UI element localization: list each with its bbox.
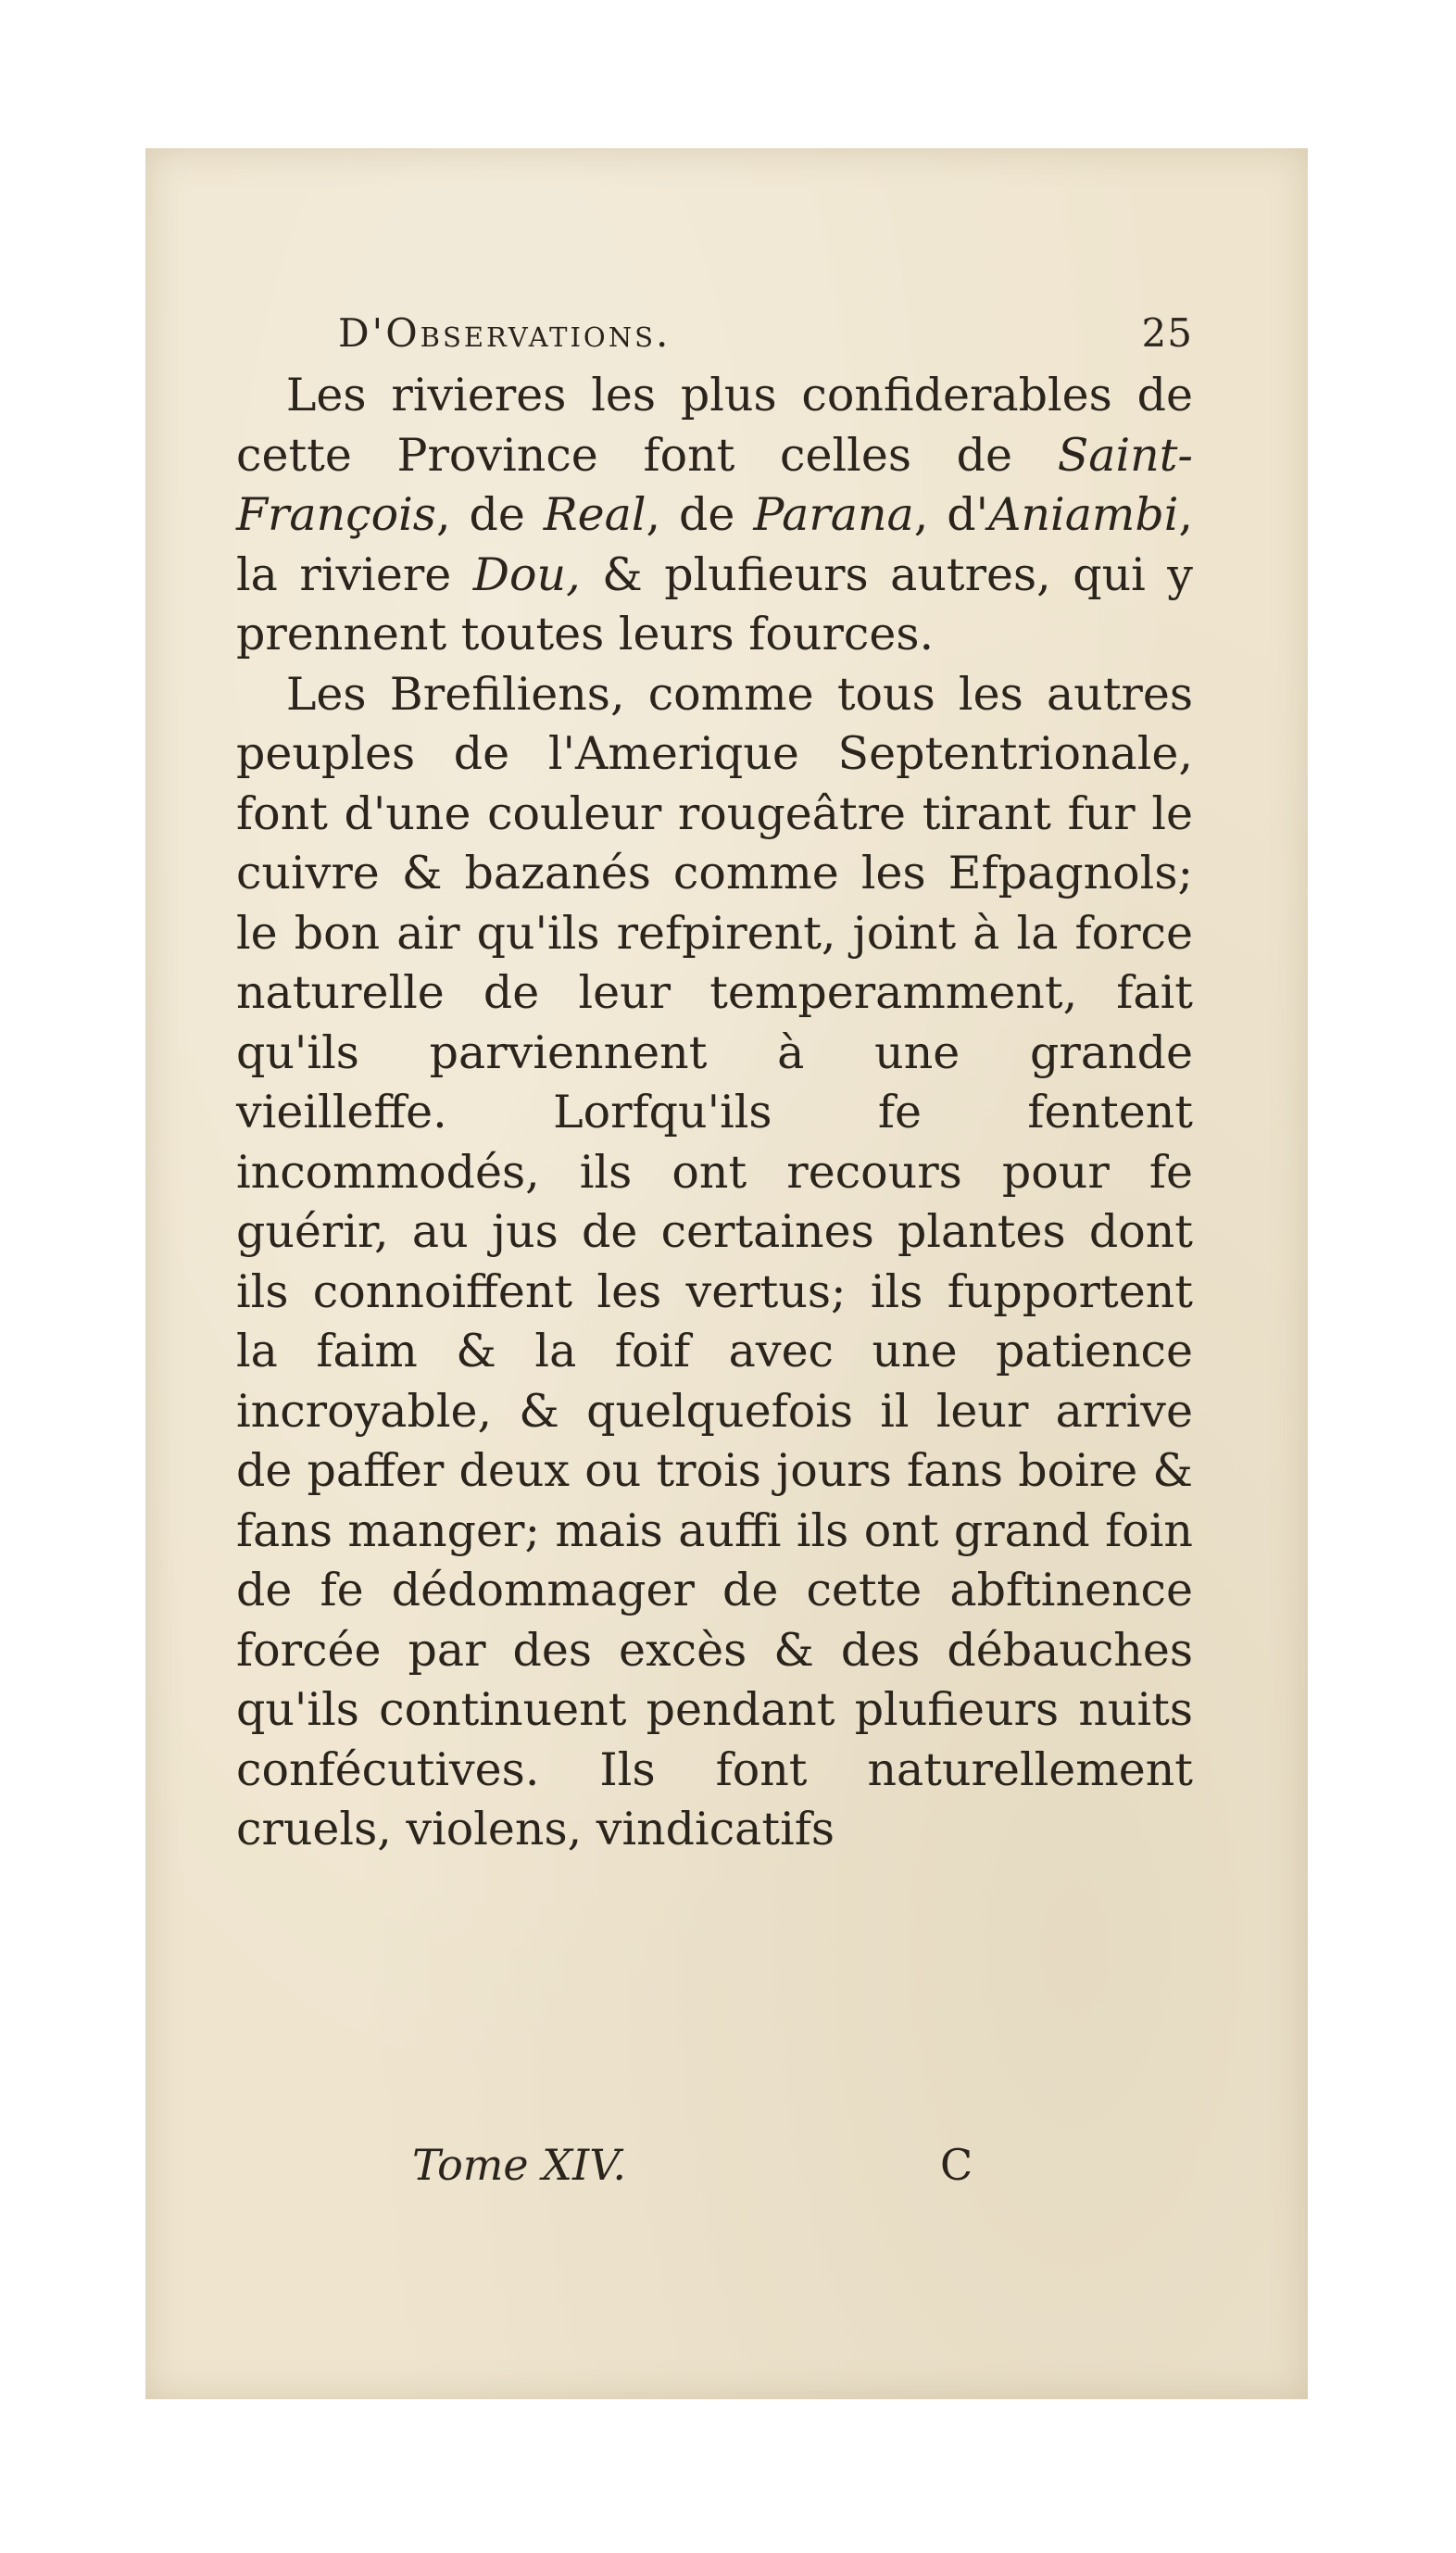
place-name: Saint-François xyxy=(236,428,1193,541)
text-run: , de xyxy=(646,488,754,541)
volume-label: Tome XIV. xyxy=(412,2140,626,2190)
text-run: , d' xyxy=(913,488,989,541)
place-name: Aniambi xyxy=(988,488,1179,541)
page-header xyxy=(236,301,1193,366)
text-run: , de xyxy=(435,488,544,541)
paragraph-brazilians: Les Brefiliens, comme tous les autres peuples de l'Amerique Septentrionale, font d'une couleur rougeâtre tirant fur le cuivre & bazanés comme les Efpagnols; le bon air qu'ils refpirent, joint à la force naturelle de leur temperamment, fait qu'ils parviennent à une grande vieilleffe. Lorfqu'ils fe fentent incommodés, ils ont recours pour fe guérir, au jus de certaines plantes dont ils connoiffent les vertus; ils fupportent la faim & la foif avec une patience incroyable, & quelquefois il leur arrive de paffer deux ou trois jours fans boire & fans manger; mais auffi ils ont grand foin de fe dédommager de cette abftinence forcée par des excès & des débauches qu'ils continuent pendant plufieurs nuits confécutives. Ils font naturellement cruels, violens, vindicatifs xyxy=(236,667,1193,1855)
text-block xyxy=(236,301,1193,1860)
book-page xyxy=(145,148,1308,2399)
text-run: & plufieurs autres, qui y prennent toutes leurs fources. xyxy=(236,547,1193,660)
place-name: Dou, xyxy=(472,547,581,601)
place-name: Real xyxy=(543,488,646,541)
paragraph-rivers xyxy=(236,366,1193,665)
place-name: Parana xyxy=(753,488,914,541)
text-run: , la riviere xyxy=(236,488,1193,601)
running-head: D'Observations. xyxy=(338,310,672,356)
signature-mark: C xyxy=(940,2140,973,2190)
page-number: 25 xyxy=(1141,310,1193,356)
text-run: Les rivieres les plus confiderables de cette Province font celles de xyxy=(236,369,1193,482)
body-text xyxy=(236,366,1193,1860)
page-footer xyxy=(236,2140,1193,2205)
